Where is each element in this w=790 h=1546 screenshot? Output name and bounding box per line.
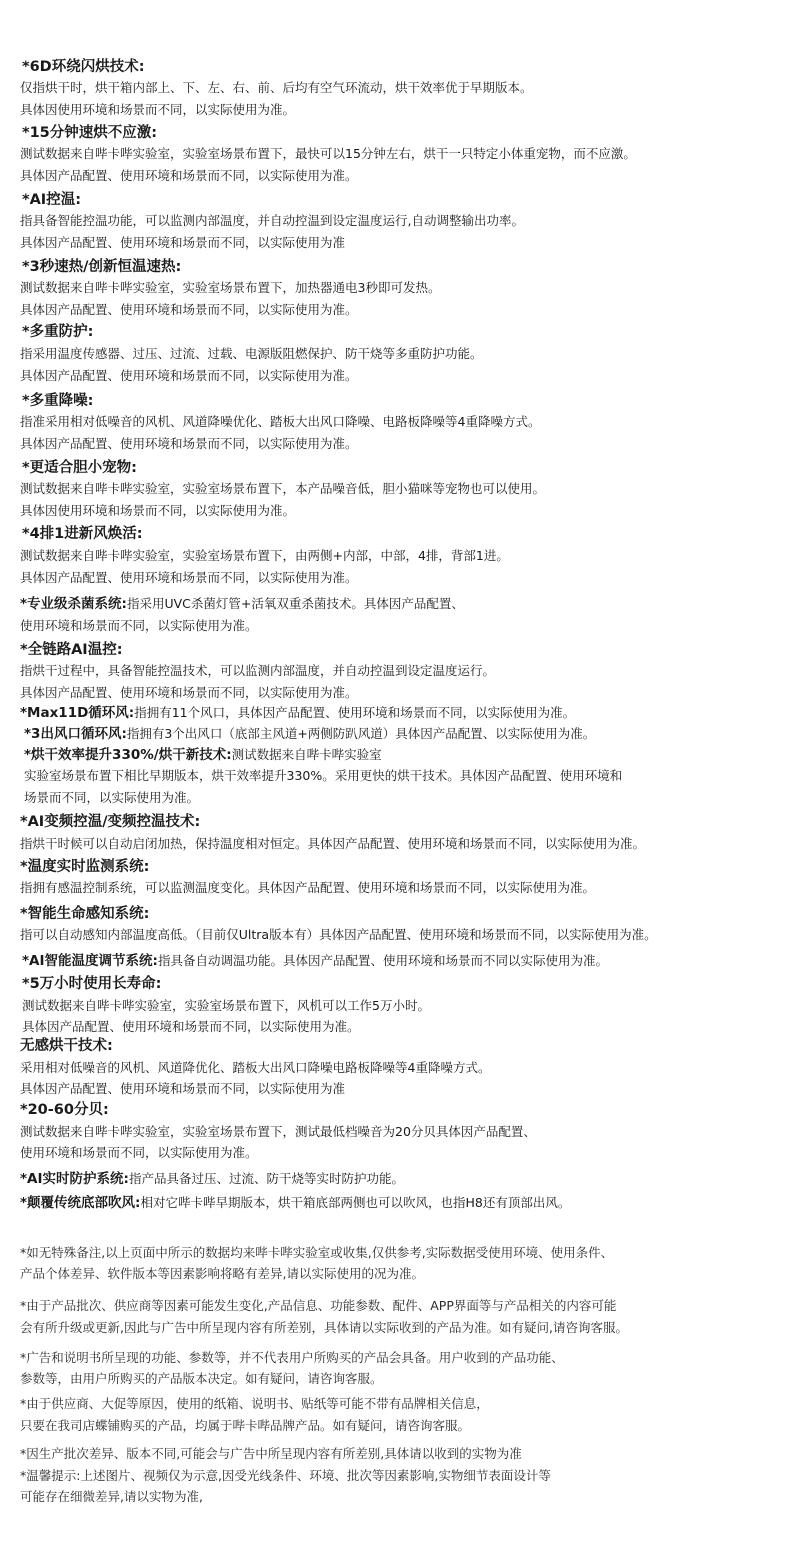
feature-title: *AI实时防护系统: (20, 1171, 129, 1187)
footnote-line: *由于供应商、大促等原因，使用的纸箱、说明书、贴纸等可能不带有品牌相关信息， (20, 1396, 489, 1411)
feature-title: *20-60分贝: (20, 1102, 109, 1118)
feature-line: 具体因产品配置、使用环境和场景而不同，以实际使用为准。 (20, 368, 358, 383)
feature-title: *专业级杀菌系统: (20, 596, 127, 612)
feature-line: 测试数据来自哔卡哔实验室，实验室场景布置下，测试最低档噪音为20分贝具体因产品配置、 (20, 1124, 536, 1139)
feature-line: 具体因产品配置、使用环境和场景而不同，以实际使用为准。 (20, 570, 358, 585)
feature-line: 具体因产品配置、使用环境和场景而不同，以实际使用为准 (20, 1081, 346, 1096)
feature-bottom-blow (20, 1195, 570, 1211)
feature-line: 具体因产品配置、使用环境和场景而不同，以实际使用为准。 (20, 168, 358, 183)
feature-efficiency (24, 747, 382, 763)
footnote-line: *由于产品批次、供应商等因素可能发生变化,产品信息、功能参数、配件、APP界面等与产品相关的内容可能 (20, 1298, 617, 1313)
feature-title: *15分钟速烘不应激: (22, 125, 158, 141)
feature-line: 仅指烘干时，烘干箱内部上、下、左、右、前、后均有空气环流动，烘干效率优于早期版本。 (20, 80, 533, 95)
feature-title: *4排1进新风焕活: (22, 526, 143, 542)
feature-title: 无感烘干技术: (20, 1038, 113, 1054)
feature-line: 具体因产品配置、使用环境和场景而不同，以实际使用为准 (20, 235, 346, 250)
feature-line: 测试数据来自哔卡哔实验室 (231, 747, 382, 762)
feature-title: *5万小时使用长寿命: (22, 976, 162, 992)
feature-line: 使用环境和场景而不同，以实际使用为准。 (20, 1145, 258, 1160)
feature-line: 实验室场景布置下相比早期版本，烘干效率提升330%。采用更快的烘干技术。具体因产品配置、使用环境和 (24, 768, 623, 783)
feature-title: *更适合胆小宠物: (22, 460, 137, 476)
footnote-line: *温馨提示:上述图片、视频仅为示意,因受光线条件、环境、批次等因素影响,实物细节表面设计等 (20, 1468, 551, 1483)
feature-line: 指采用温度传感器、过压、过流、过载、电源版阻燃保护、防干烧等多重防护功能。 (20, 346, 483, 361)
footnote-line: *因生产批次差异、版本不同,可能会与广告中所呈现内容有所差别,具体请以收到的实物为准 (20, 1446, 522, 1461)
feature-line: 具体因产品配置、使用环境和场景而不同，以实际使用为准。 (20, 436, 358, 451)
feature-line: 指拥有11个风口，具体因产品配置、使用环境和场景而不同，以实际使用为准。 (134, 705, 576, 720)
feature-line: 测试数据来自哔卡哔实验室，实验室场景布置下，最快可以15分钟左右，烘干一只特定小体重宠物，而不应激。 (20, 146, 636, 161)
feature-line: 指拥有感温控制系统，可以监测温度变化。具体因产品配置、使用环境和场景而不同，以实际使用为准。 (20, 880, 596, 895)
feature-line: 相对它哔卡哔早期版本，烘干箱底部两侧也可以吹风，也指H8还有顶部出风。 (140, 1195, 571, 1210)
feature-line: 指具备智能控温功能，可以监测内部温度，并自动控温到设定温度运行,自动调整输出功率。 (20, 213, 524, 228)
feature-sterilize (20, 596, 464, 612)
feature-line: 具体因产品配置、使用环境和场景而不同，以实际使用为准。 (22, 1019, 360, 1034)
feature-line: 具体因产品配置、使用环境和场景而不同，以实际使用为准。 (20, 302, 358, 317)
feature-line: 采用相对低噪音的风机、风道降优化、踏板大出风口降噪电路板降噪等4重降噪方式。 (20, 1060, 491, 1075)
footnote-line: *广告和说明书所呈现的功能、参数等，并不代表用户所购买的产品会具备。用户收到的产品功能、 (20, 1350, 564, 1365)
feature-line: 场景而不同，以实际使用为准。 (24, 790, 200, 805)
feature-title: *3秒速热/创新恒温速热: (22, 259, 182, 275)
footnote-line: 可能存在细微差异,请以实物为准, (20, 1489, 203, 1504)
feature-title: *多重防护: (22, 324, 94, 340)
feature-line: 测试数据来自哔卡哔实验室，实验室场景布置下，本产品噪音低，胆小猫咪等宠物也可以使用。 (20, 481, 546, 496)
feature-line: 测试数据来自哔卡哔实验室，实验室场景布置下，加热器通电3秒即可发热。 (20, 280, 441, 295)
feature-line: 具体因使用环境和场景而不同，以实际使用为准。 (20, 503, 296, 518)
feature-ai-temp (22, 953, 608, 969)
feature-title: *AI控温: (22, 192, 81, 208)
feature-title: *烘干效率提升330%/烘干新技术: (24, 747, 232, 763)
footnote-line: 会有所升级或更新,因此与广告中所呈现内容有所差别，具体请以实际收到的产品为准。如有疑问,请咨询客服。 (20, 1320, 628, 1335)
feature-title: *Max11D循环风: (20, 705, 135, 721)
footnote-line: 参数等，由用户所购买的产品版本决定。如有疑问，请咨询客服。 (20, 1371, 383, 1386)
feature-title: *温度实时监测系统: (20, 859, 150, 875)
feature-line: 使用环境和场景而不同，以实际使用为准。 (20, 618, 258, 633)
feature-title: *多重降噪: (22, 393, 94, 409)
feature-max11d (20, 705, 575, 721)
feature-line: 具体因产品配置、使用环境和场景而不同，以实际使用为准。 (20, 685, 358, 700)
feature-realtime-protect (20, 1171, 404, 1187)
feature-line: 指具备自动调温功能。具体因产品配置、使用环境和场景而不同以实际使用为准。 (157, 953, 608, 968)
feature-line: 指采用UVC杀菌灯管+活氧双重杀菌技术。具体因产品配置、 (126, 596, 464, 611)
feature-title: *3出风口循环风: (24, 726, 127, 742)
feature-title: *智能生命感知系统: (20, 906, 150, 922)
feature-line: 指烘干时候可以自动启闭加热，保持温度相对恒定。具体因产品配置、使用环境和场景而不同，以实际使用为准。 (20, 836, 646, 851)
feature-title: *6D环绕闪烘技术: (22, 59, 145, 75)
feature-line: 具体因使用环境和场景而不同，以实际使用为准。 (20, 102, 296, 117)
feature-title: *AI变频控温/变频控温技术: (20, 814, 201, 830)
feature-title: *全链路AI温控: (20, 642, 123, 658)
feature-line: 指准采用相对低噪音的风机、风道降噪优化、踏板大出风口降噪、电路板降噪等4重降噪方式。 (20, 414, 541, 429)
footnote-line: *如无特殊备注,以上页面中所示的数据均来哔卡哔实验室或收集,仅供参考,实际数据受使用环境、使用条件、 (20, 1245, 614, 1260)
feature-3-outlet (24, 726, 595, 742)
feature-line: 指烘干过程中，具备智能控温技术，可以监测内部温度，并自动控温到设定温度运行。 (20, 663, 496, 678)
feature-line: 指产品具备过压、过流、防干烧等实时防护功能。 (128, 1171, 404, 1186)
feature-line: 指可以自动感知内部温度高低。（目前仅Ultra版本有）具体因产品配置、使用环境和场景而不同，以实际使用为准。 (20, 927, 657, 942)
footnote-line: 只要在我司店蝶铺购买的产品，均属于哔卡哔品牌产品。如有疑问，请咨询客服。 (20, 1418, 471, 1433)
footnote-line: 产品个体差异、软件版本等因素影响将略有差异,请以实际使用的况为准。 (20, 1266, 424, 1281)
feature-line: 指拥有3个出风口（底部主风道+两侧防趴风道）具体因产品配置、以实际使用为准。 (126, 726, 596, 741)
feature-line: 测试数据来自哔卡哔实验室，实验室场景布置下，由两侧+内部，中部，4排，背部1进。 (20, 548, 509, 563)
feature-title: *AI智能温度调节系统: (22, 953, 158, 969)
feature-line: 测试数据来自哔卡哔实验室，实验室场景布置下，风机可以工作5万小时。 (22, 998, 430, 1013)
feature-title: *颠覆传统底部吹风: (20, 1195, 141, 1211)
